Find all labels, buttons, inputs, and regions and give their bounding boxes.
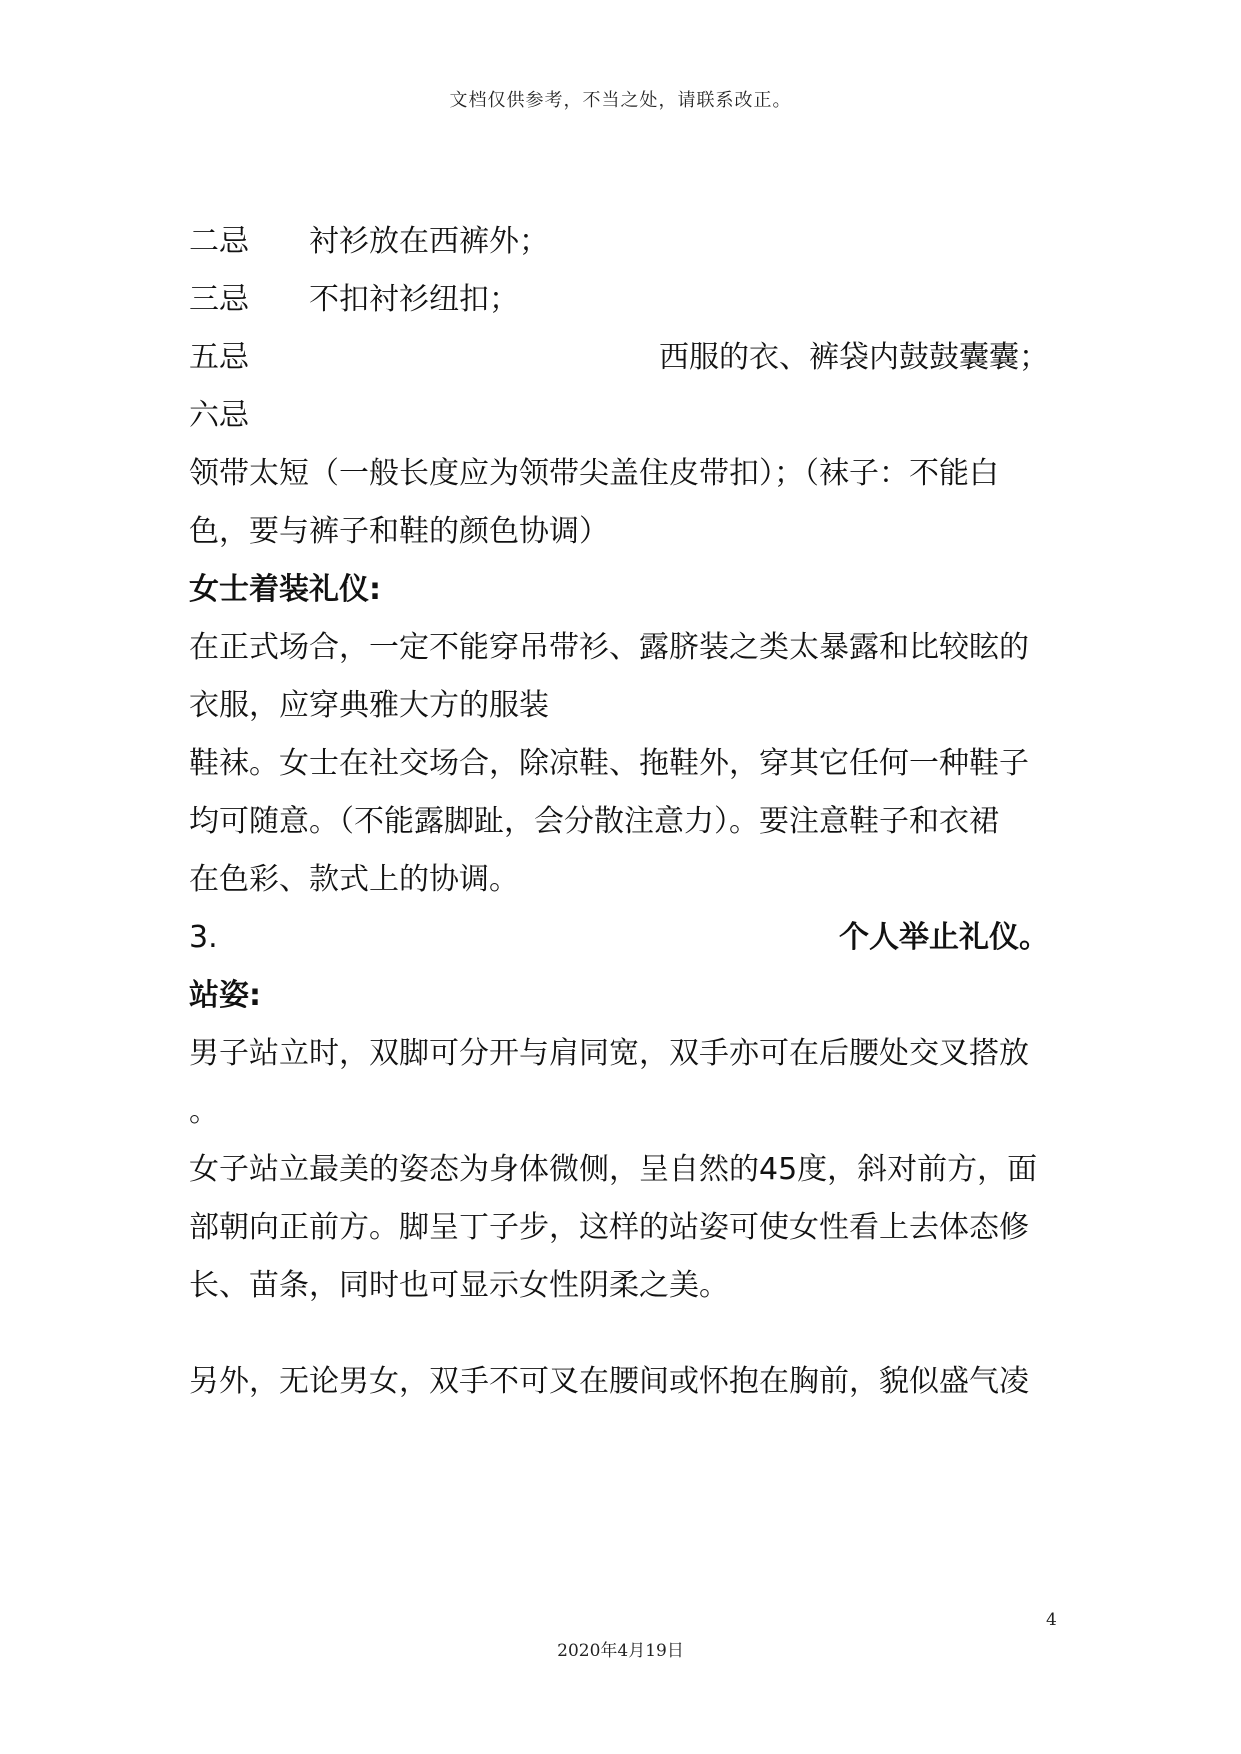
paragraph-line: 二忌 衬衫放在西裤外； bbox=[189, 224, 549, 259]
section-heading: 站姿: bbox=[189, 978, 261, 1013]
paragraph-line: 另外，无论男女，双手不可叉在腰间或怀抱在胸前，貌似盛气凌 bbox=[189, 1364, 1029, 1399]
section-title: 个人举止礼仪。 bbox=[839, 920, 1049, 955]
section-number: 3. bbox=[189, 920, 218, 955]
page-number: 4 bbox=[1046, 1610, 1057, 1630]
paragraph-line: 长、苗条，同时也可显示女性阴柔之美。 bbox=[189, 1268, 729, 1303]
section-heading: 女士着装礼仪: bbox=[189, 572, 381, 607]
paragraph-line: 男子站立时，双脚可分开与肩同宽，双手亦可在后腰处交叉搭放 bbox=[189, 1036, 1029, 1071]
line-text: 西服的衣、裤袋内鼓鼓囊囊； bbox=[659, 340, 1049, 375]
paragraph-line: 女子站立最美的姿态为身体微侧，呈自然的45度，斜对前方，面 bbox=[189, 1152, 1038, 1187]
section-heading-numbered bbox=[189, 918, 1049, 958]
paragraph-line: 在正式场合，一定不能穿吊带衫、露脐装之类太暴露和比较眩的 bbox=[189, 630, 1029, 665]
paragraph-line: 衣服，应穿典雅大方的服装 bbox=[189, 688, 549, 723]
paragraph-line: 均可随意。（不能露脚趾，会分散注意力）。要注意鞋子和衣裙 bbox=[189, 804, 999, 839]
paragraph-line: 领带太短（一般长度应为领带尖盖住皮带扣）；（袜子：不能白 bbox=[189, 456, 999, 491]
page-header-note: 文档仅供参考，不当之处，请联系改正。 bbox=[449, 90, 792, 111]
paragraph-line: 六忌 bbox=[189, 398, 249, 433]
paragraph-line: 色，要与裤子和鞋的颜色协调） bbox=[189, 514, 609, 549]
paragraph-line: 三忌 不扣衬衫纽扣； bbox=[189, 282, 519, 317]
paragraph-line: 鞋袜。女士在社交场合，除凉鞋、拖鞋外，穿其它任何一种鞋子 bbox=[189, 746, 1029, 781]
paragraph-line: 部朝向正前方。脚呈丁子步，这样的站姿可使女性看上去体态修 bbox=[189, 1210, 1029, 1245]
paragraph-line: 在色彩、款式上的协调。 bbox=[189, 862, 519, 897]
line-label: 五忌 bbox=[189, 340, 249, 375]
paragraph-line: 。 bbox=[189, 1094, 219, 1129]
footer-date: 2020年4月19日 bbox=[557, 1641, 684, 1661]
paragraph-line-justified bbox=[189, 338, 1049, 378]
